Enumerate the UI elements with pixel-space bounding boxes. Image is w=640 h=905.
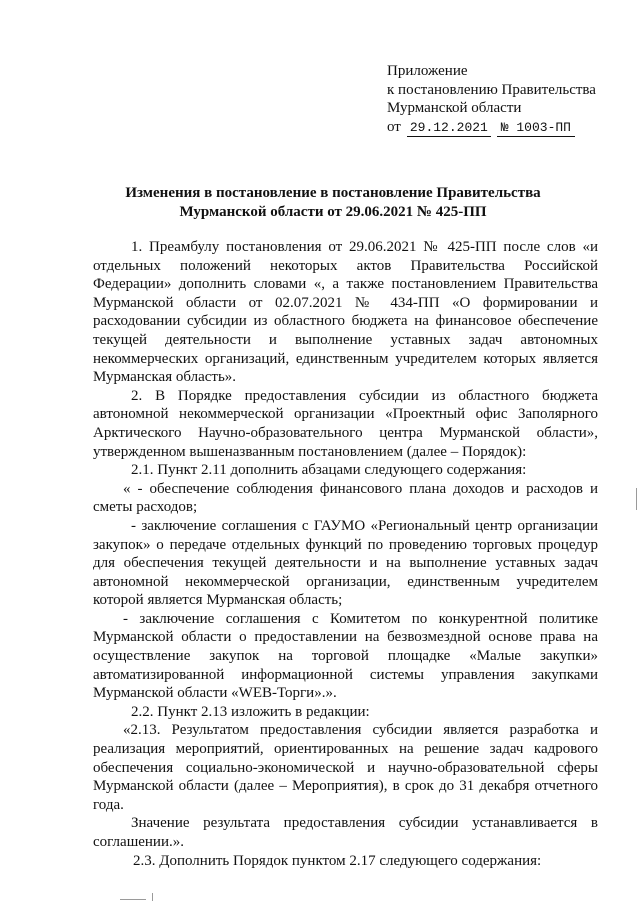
scan-mark-bottom-mid: [152, 893, 153, 901]
paragraph-1: 1. Преамбулу постановления от 29.06.2021 № 425-ПП после слов «и отдельных положений некоторых актов Правительства Российской Федерации» дополнить словами «, а также постановлением Правительства Мурманской области от 02.07.2021 № 434-ПП «О формировании и расходовании субсидии из областного бюджета на финансовое обеспечение текущей деятельности и выполнение уставных задач автономных некоммерческих организаций, единственным учредителем которых является Мурманская область».: [93, 239, 598, 386]
from-label: от: [387, 118, 401, 135]
paragraph-2-13: «2.13. Результатом предоставления субсидии является разработка и реализация мероприятий, ориентированных на решение задач кадрового обеспечения социально-экономической и научно-образовательной сферы Мурманской области (далее – Мероприятия), в срок до 31 декабря отчетного года.: [93, 722, 598, 813]
paragraph-2-1-item-1: « - обеспечение соблюдения финансового плана доходов и расходов и сметы расходов;: [93, 480, 598, 516]
paragraph-2-1-item-3: - заключение соглашения с Комитетом по конкурентной политике Мурманской области о предоставлении на безвозмездной основе права на осуществление закупок на торговой площадке «Малые закупки» автоматизированной информационной системы управления закупками Мурманской области «WEB-Торги».».: [93, 610, 598, 702]
header-line-resolution: к постановлению Правительства: [387, 81, 596, 98]
scan-mark-bottom-left: [120, 899, 146, 900]
paragraph-2-2: 2.2. Пункт 2.13 изложить в редакции:: [131, 703, 370, 720]
header-line-region: Мурманской области: [387, 100, 522, 116]
resolution-number-field: [497, 120, 575, 137]
paragraph-2: 2. В Порядке предоставления субсидии из областного бюджета автономной некоммерческой организации «Проектный офис Заполярного Арктического Научно-образовательного центра Мурманской области», утвержденном вышеназванным постановлением (далее – Порядок):: [93, 387, 598, 460]
paragraph-2-1-item-2: - заключение соглашения с ГАУМО «Региональный центр организации закупок» о передаче отдельных функций по проведению торговых процедур для обеспечения текущей деятельности и на выполнение уставных задач автономной некоммерческой организации, единственным учредителем которой является Мурманская область;: [93, 517, 598, 609]
header-line-attachment: Приложение: [387, 63, 468, 79]
title-line-2: Мурманской области от 29.06.2021 № 425-ПП: [179, 204, 487, 220]
attachment-header: [387, 62, 596, 137]
paragraph-2-1: 2.1. Пункт 2.11 дополнить абзацами следующего содержания:: [131, 462, 527, 479]
paragraph-2-13-note: Значение результата предоставления субсидии устанавливается в соглашении.».: [93, 815, 598, 850]
header-date-line: [387, 118, 596, 137]
resolution-date: 29.12.2021: [407, 120, 491, 137]
scan-mark-right: [636, 488, 637, 510]
title-line-1: Изменения в постановление в постановление Правительства: [125, 185, 541, 201]
paragraph-2-3: 2.3. Дополнить Порядок пунктом 2.17 следующего содержания:: [133, 852, 542, 869]
document-body: [93, 238, 598, 870]
document-title: [0, 184, 640, 222]
number-sign: №: [500, 119, 509, 135]
resolution-number: 1003-ПП: [516, 119, 571, 135]
